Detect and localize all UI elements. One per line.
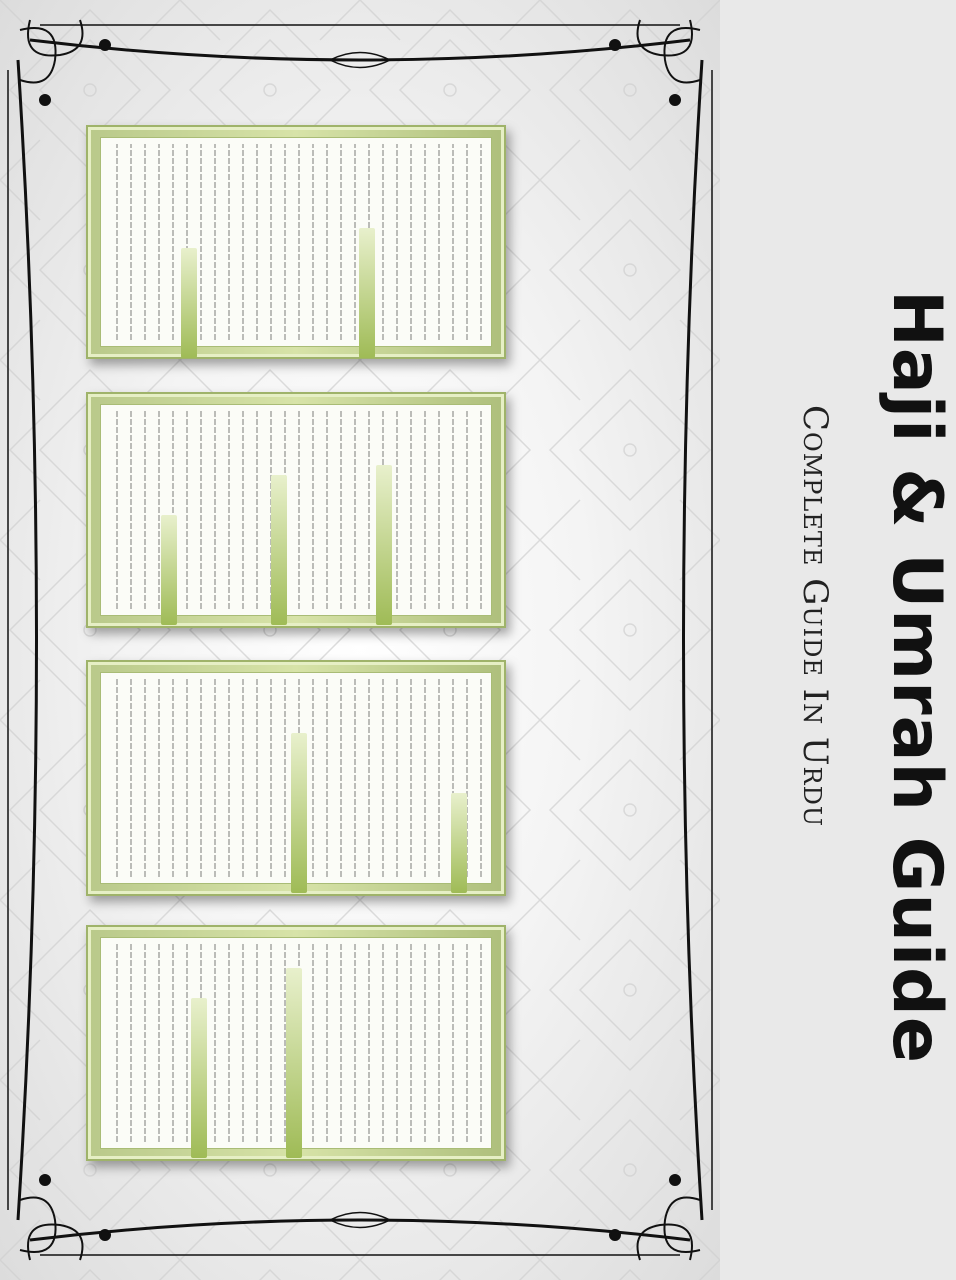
page-preview-2 [86,392,506,628]
title-block [690,290,956,1064]
page-preview-1 [86,125,506,359]
heading-bar [291,733,307,893]
page-preview-content [100,404,492,616]
page-preview-3 [86,660,506,896]
heading-bar [286,968,302,1158]
heading-bar [451,793,467,893]
corner-ornament-bl [20,1175,110,1260]
heading-bar [161,515,177,625]
heading-bar [181,248,197,358]
heading-bar [271,475,287,625]
page-preview-4 [86,925,506,1161]
app-subtitle: Complete Guide In Urdu [795,405,835,828]
corner-ornament-tl [20,20,110,105]
app-title: Haji & Umrah Guide [877,290,956,1064]
heading-bar [359,228,375,358]
heading-bar [191,998,207,1158]
page-preview-content [100,937,492,1149]
heading-bar [376,465,392,625]
corner-ornament-br [610,1175,700,1260]
urdu-text-lines [107,144,485,340]
corner-ornament-tr [610,20,700,105]
page-preview-content [100,137,492,347]
page-preview-content [100,672,492,884]
